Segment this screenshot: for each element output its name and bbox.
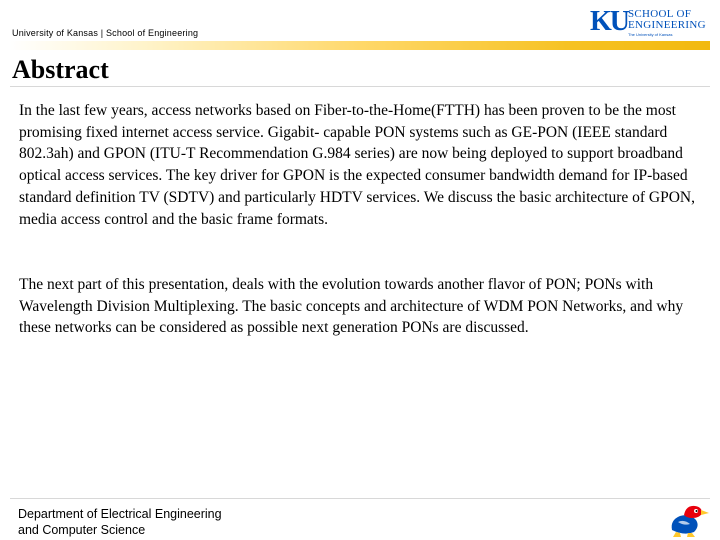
institution-header: University of Kansas | School of Engineering xyxy=(12,28,199,38)
header-gradient-bar xyxy=(10,41,710,50)
footer-department xyxy=(18,507,222,538)
slide-title: Abstract xyxy=(12,55,109,84)
logo-line-1: SCHOOL OF xyxy=(628,8,692,20)
logo-school-name xyxy=(628,9,706,31)
footer-line-2: and Computer Science xyxy=(18,522,146,537)
logo-line-2: ENGINEERING xyxy=(628,19,706,31)
abstract-paragraph-1: In the last few years, access networks based on Fiber-to-the-Home(FTTH) has been proven to be the most promising fixed internet access service. Gigabit- capable PON systems such as GE-PON (IEEE standard 802.3ah) and GPON (ITU-T Recommendation G.984 series) are now being deployed to support broadband optical access services. The key driver for GPON is the expected consumer bandwidth demand for IP-based standard definition TV (SDTV) and particularly HDTV services. We discuss the basic architecture of GPON, media access control and the basic frame formats. xyxy=(19,102,695,228)
ku-logo-mark: KU xyxy=(590,6,628,37)
logo-subline: The University of Kansas xyxy=(628,32,673,37)
title-divider xyxy=(10,86,710,87)
jayhawk-icon xyxy=(664,502,710,538)
ku-engineering-logo xyxy=(590,8,710,40)
footer-line-1: Department of Electrical Engineering xyxy=(18,507,222,521)
footer-divider xyxy=(10,498,710,499)
abstract-paragraph-2: The next part of this presentation, deals with the evolution towards another flavor of PON; PONs with Wavelength Division Multiplexing. The basic concepts and architecture of WDM PON Networks, and why these networks can be considered as possible next generation PONs are discussed. xyxy=(19,276,684,337)
